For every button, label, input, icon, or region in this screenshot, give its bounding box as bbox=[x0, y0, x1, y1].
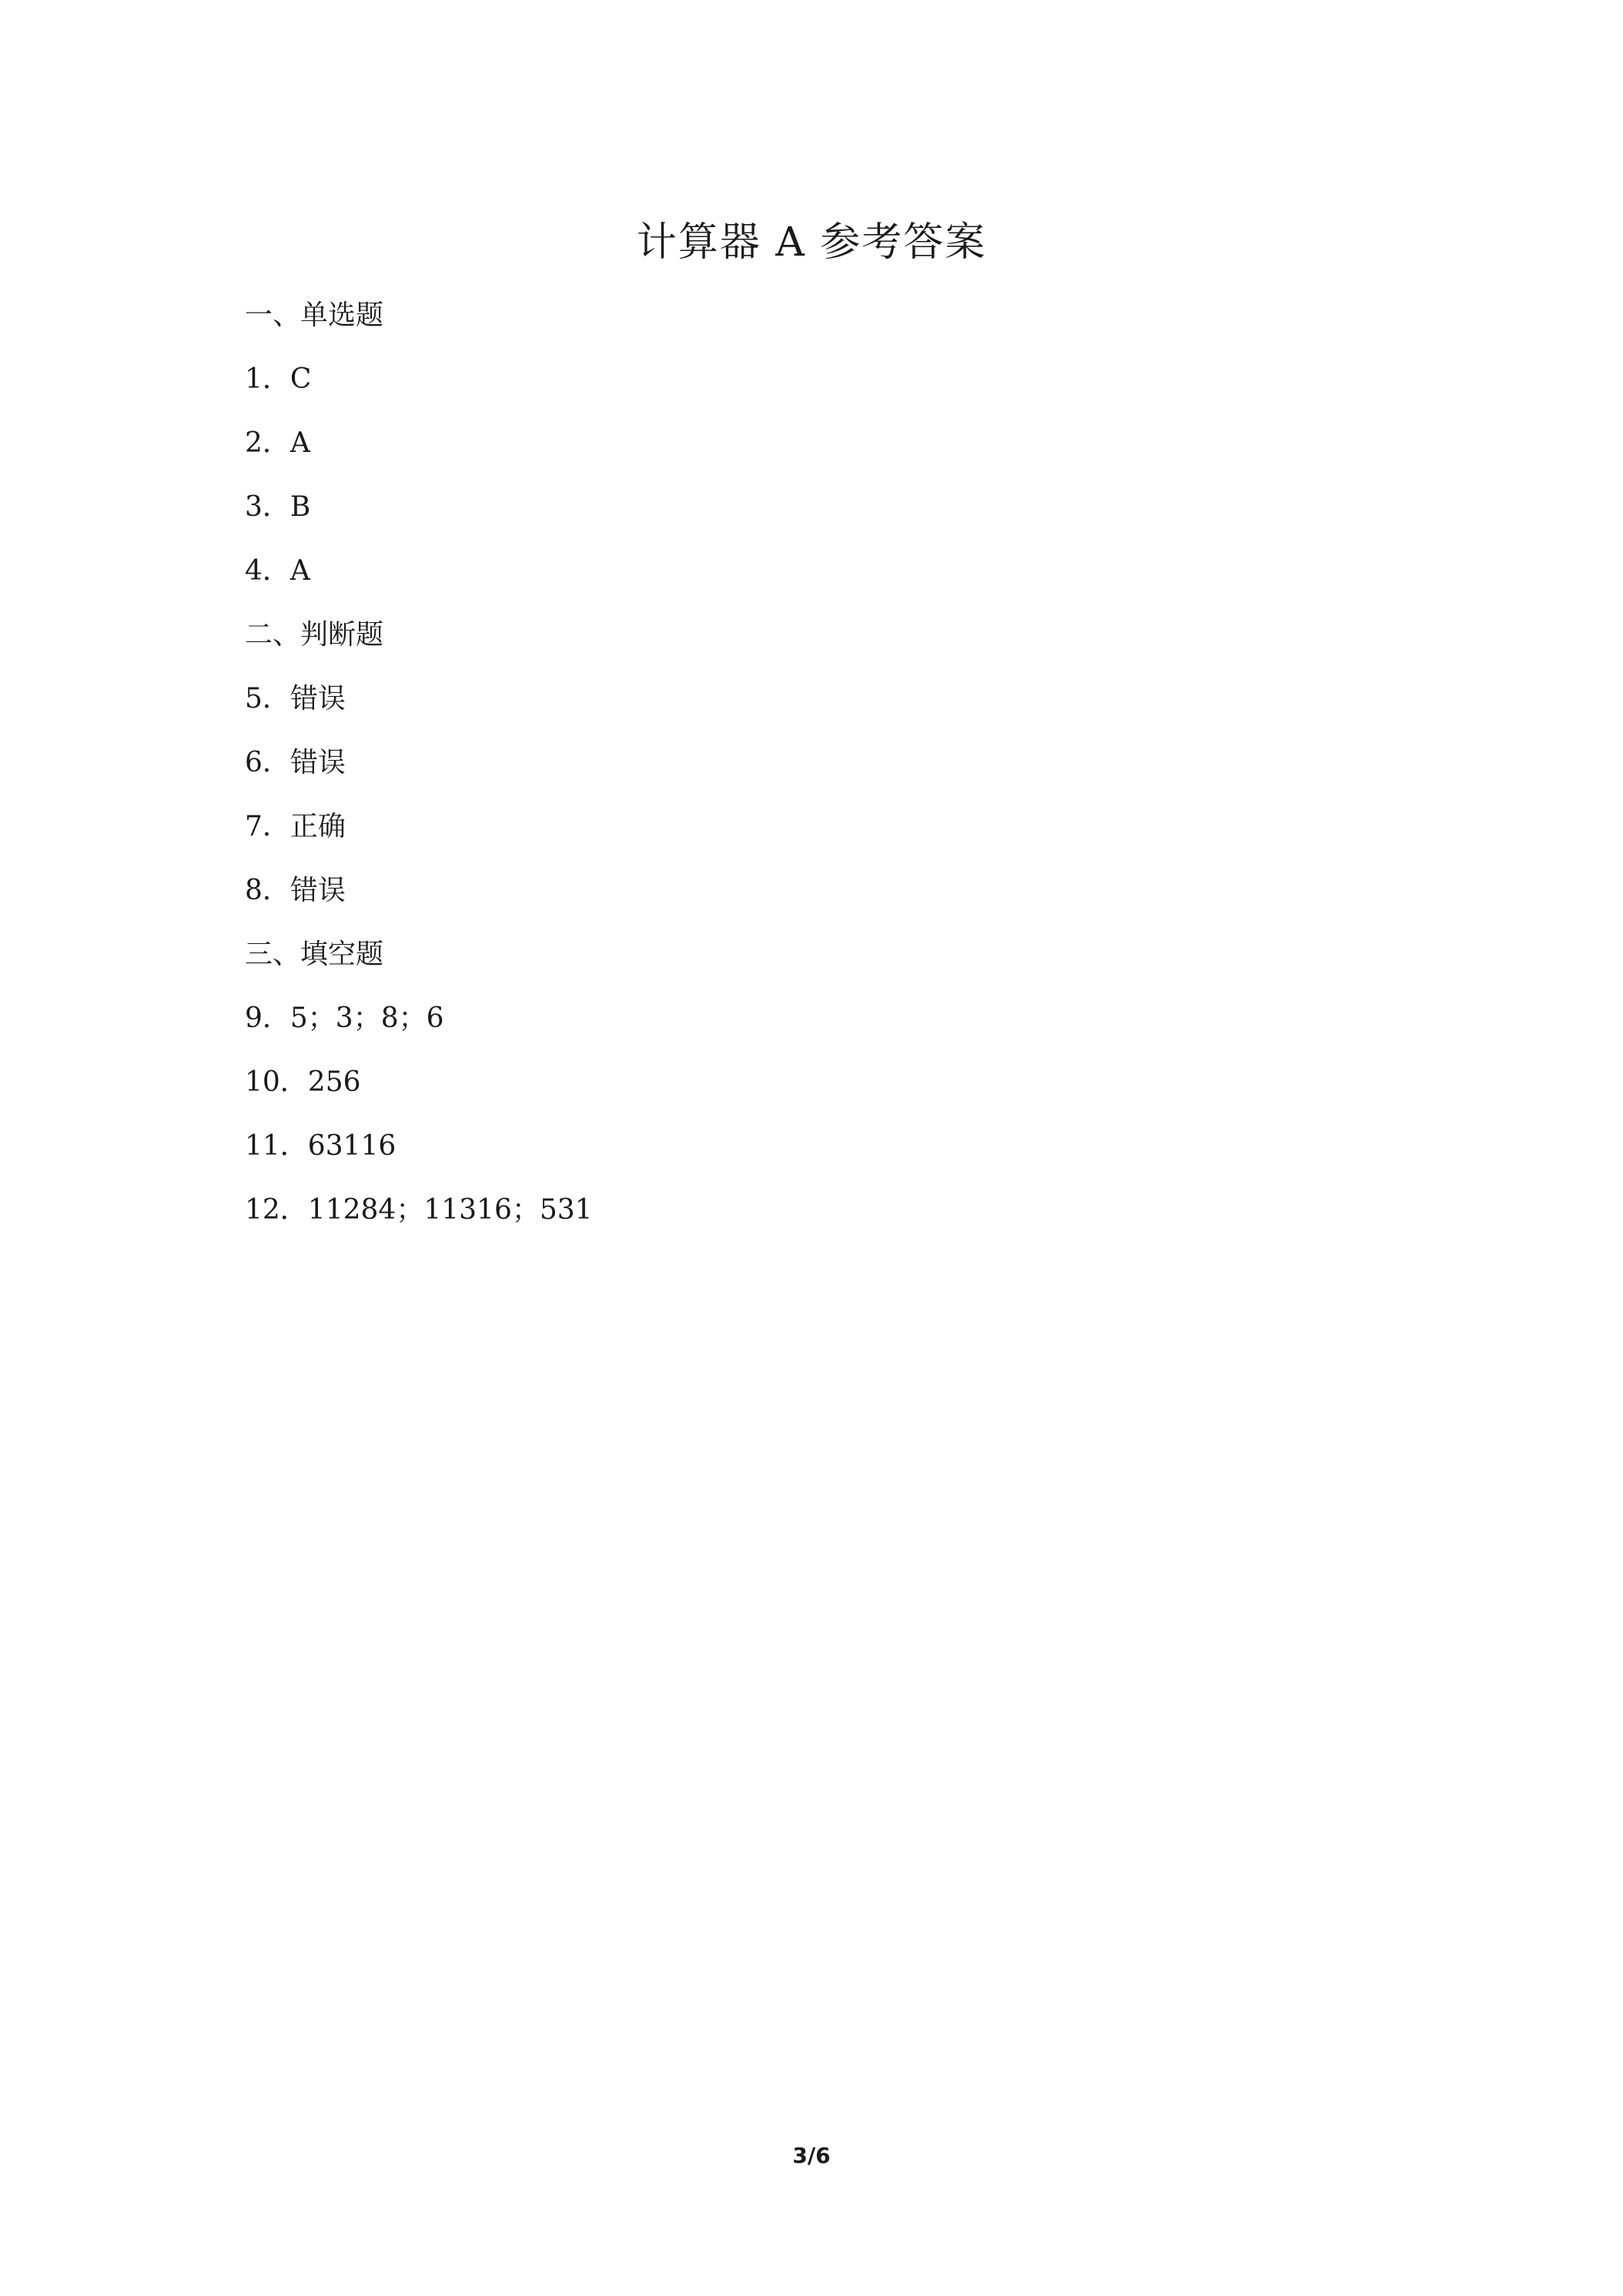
section-heading-true-false: 二、判断题 bbox=[245, 619, 384, 651]
page-title: 计算器 A 参考答案 bbox=[636, 219, 987, 266]
answer-item: 7．正确 bbox=[245, 811, 346, 842]
answer-item: 12．11284；11316；531 bbox=[245, 1194, 593, 1226]
page-number: 3/6 bbox=[792, 2143, 831, 2168]
answer-item: 10．256 bbox=[245, 1066, 361, 1098]
answer-item: 8．错误 bbox=[245, 875, 346, 906]
answer-item: 3．B bbox=[245, 491, 311, 523]
answer-item: 6．错误 bbox=[245, 747, 346, 778]
answer-item: 9．5；3；8；6 bbox=[245, 1002, 444, 1034]
answer-item: 2．A bbox=[245, 427, 310, 459]
answer-list bbox=[245, 293, 1400, 1251]
section-heading-single-choice: 一、单选题 bbox=[245, 300, 384, 331]
answer-item: 1．C bbox=[245, 363, 312, 395]
answer-item: 11．63116 bbox=[245, 1130, 397, 1162]
answer-item: 5．错误 bbox=[245, 683, 346, 715]
answer-item: 4．A bbox=[245, 555, 310, 587]
section-heading-fill-in: 三、填空题 bbox=[245, 939, 384, 970]
